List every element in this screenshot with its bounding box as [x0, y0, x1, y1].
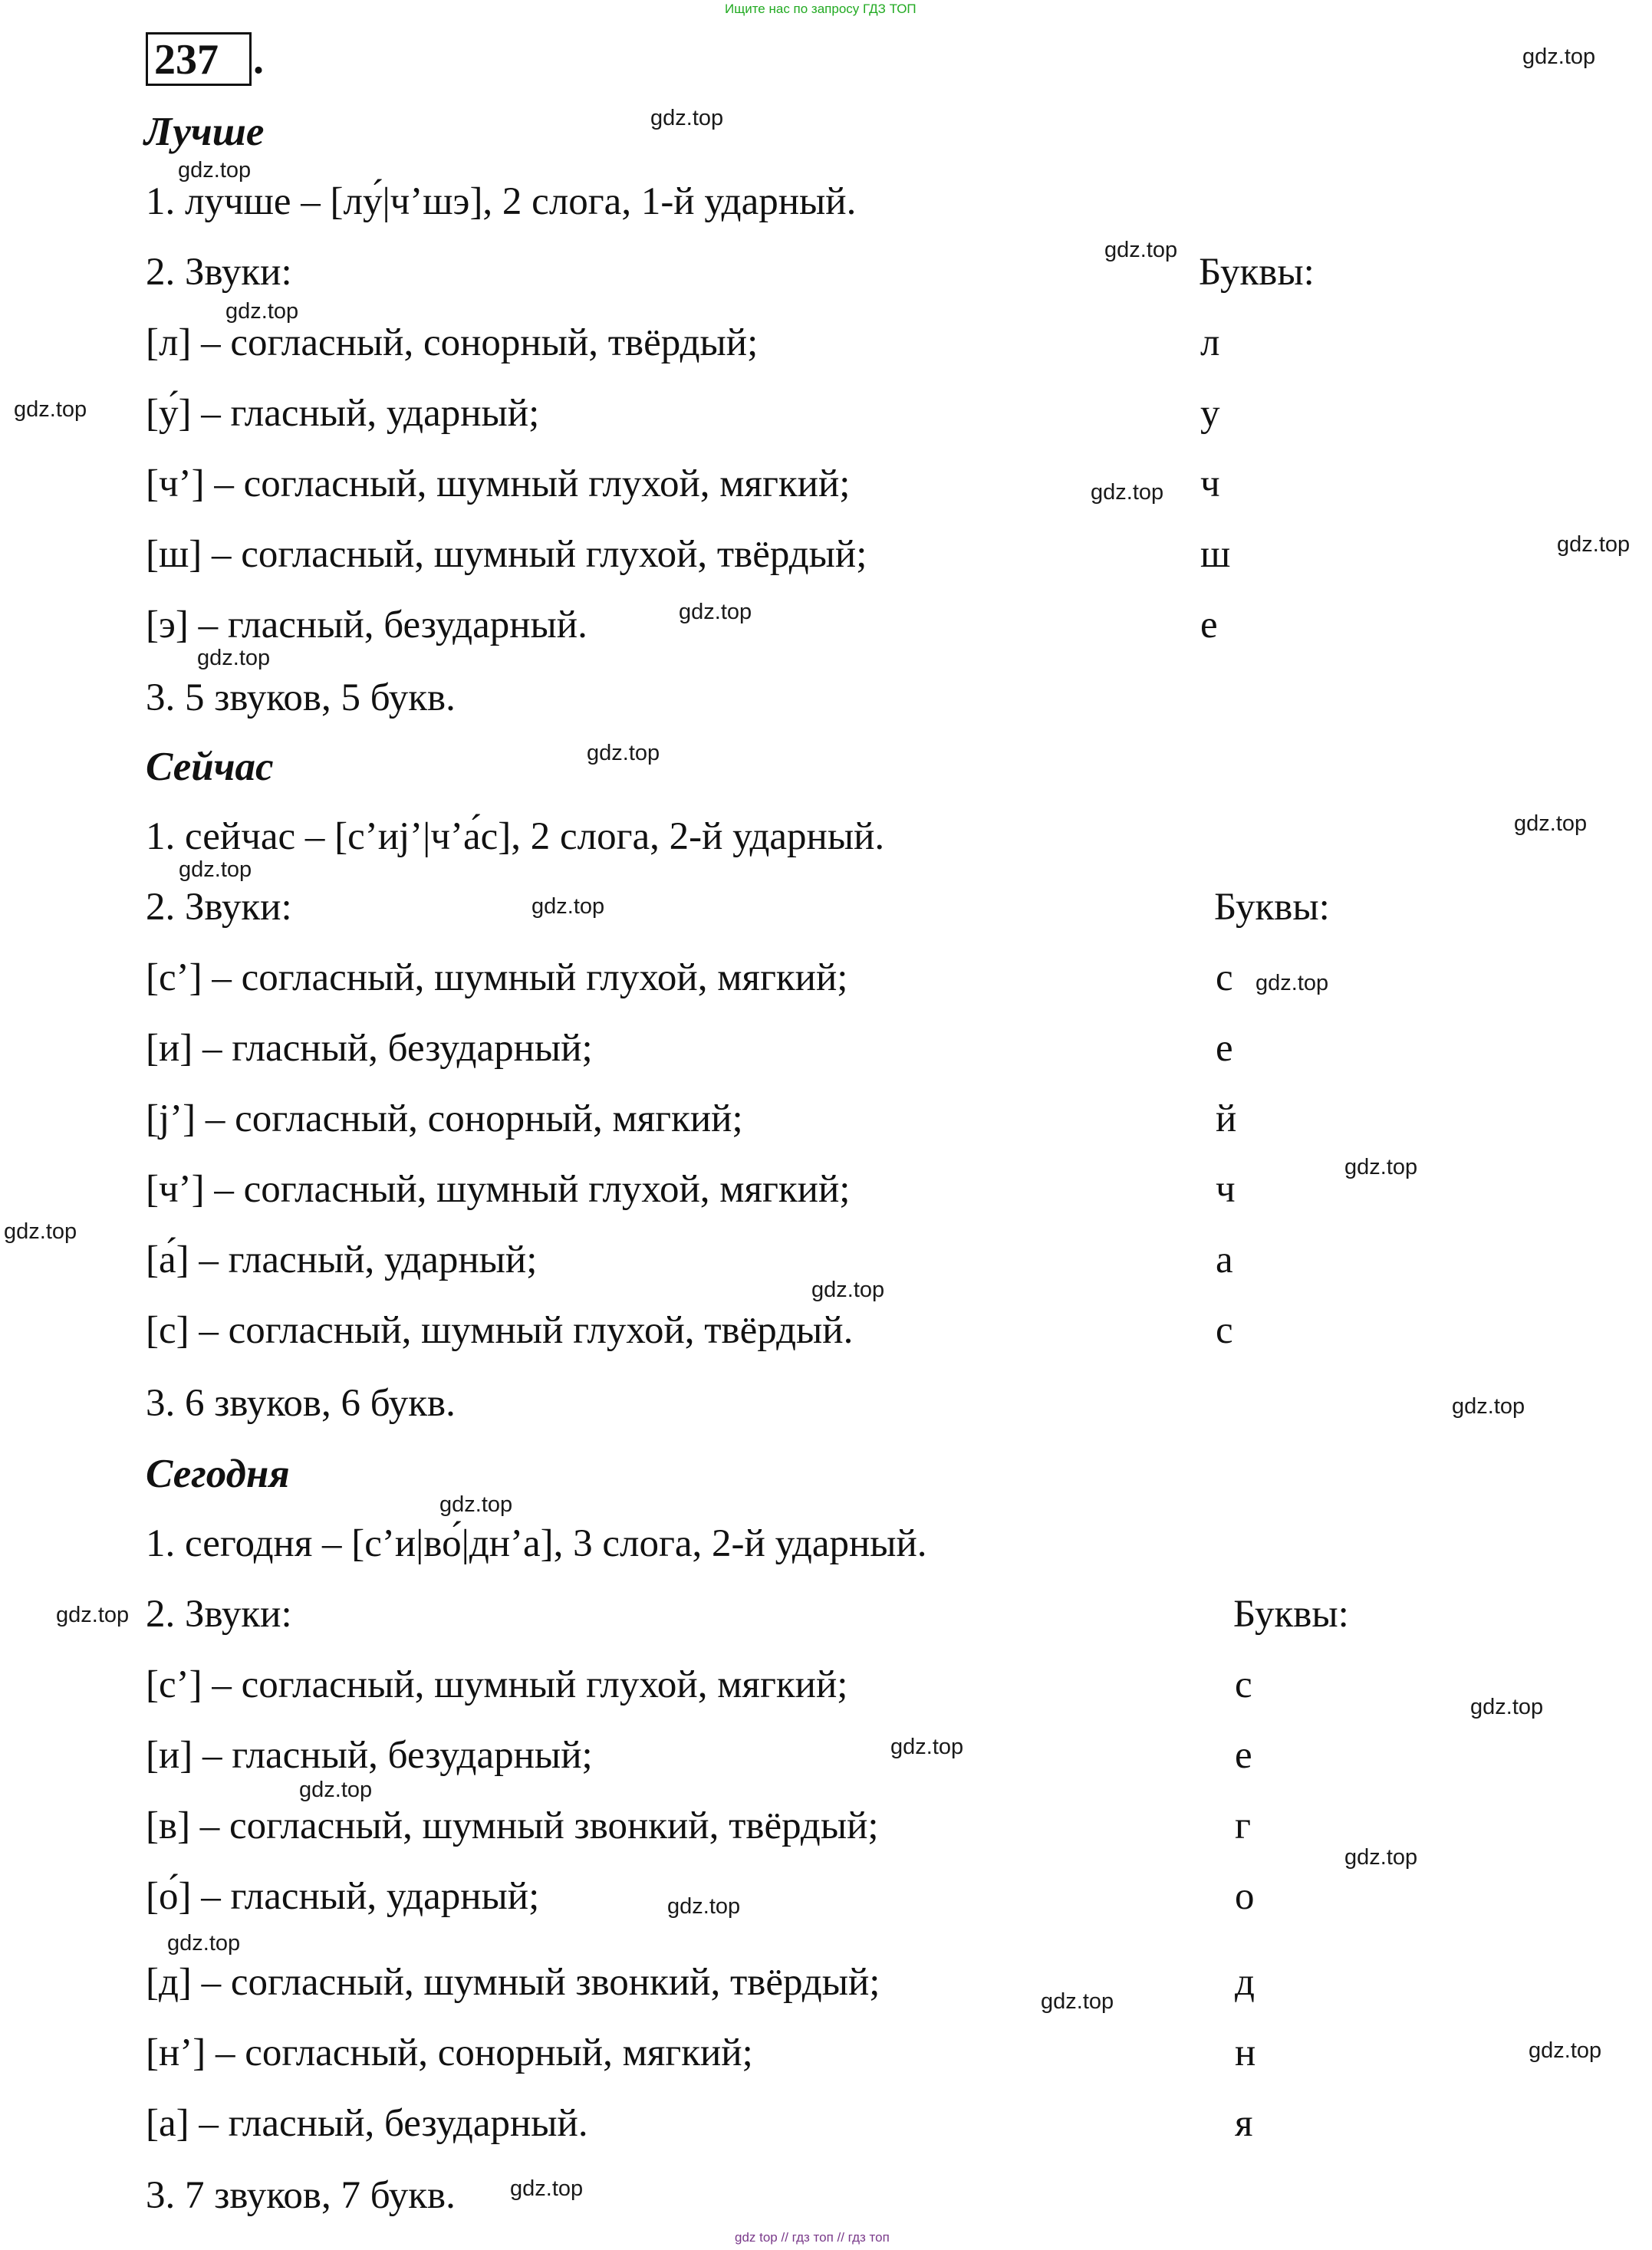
letter-cell: ч — [1200, 462, 1220, 505]
letter-cell: л — [1200, 321, 1220, 364]
watermark: gdz.top — [178, 158, 252, 183]
sound-row: [с’] – согласный, шумный глухой, мягкий; — [146, 956, 848, 999]
sound-row: [и] – гласный, безударный; — [146, 1027, 593, 1070]
sound-row: [в] – согласный, шумный звонкий, твёрдый; — [146, 1804, 879, 1847]
sound-row: [с’] – согласный, шумный глухой, мягкий; — [146, 1663, 848, 1706]
letter-cell: е — [1216, 1027, 1233, 1070]
letter-cell: й — [1216, 1097, 1237, 1140]
exercise-number: 237 — [146, 32, 252, 86]
watermark: gdz.top — [14, 397, 87, 422]
watermark: gdz.top — [1514, 811, 1588, 836]
section-heading: Сегодня — [146, 1452, 290, 1496]
watermark: gdz.top — [439, 1492, 513, 1517]
watermark: gdz.top — [1470, 1695, 1544, 1719]
letter-cell: я — [1235, 2102, 1253, 2145]
letter-cell: у — [1200, 392, 1220, 435]
watermark: gdz.top — [1041, 1989, 1114, 2014]
watermark: gdz.top — [167, 1931, 241, 1956]
watermark: gdz.top — [890, 1735, 964, 1759]
exercise-number-dot: . — [253, 35, 264, 83]
watermark: gdz.top — [650, 106, 724, 130]
sound-row: [ш] – согласный, шумный глухой, твёрдый; — [146, 533, 867, 576]
letter-cell: с — [1216, 1309, 1233, 1352]
watermark: gdz.top — [4, 1219, 77, 1244]
letter-cell: н — [1235, 2031, 1256, 2074]
summary-line: 3. 7 звуков, 7 букв. — [146, 2174, 456, 2217]
top-note: Ищите нас по запросу ГДЗ ТОП — [725, 2, 916, 16]
watermark: gdz.top — [587, 741, 660, 765]
section-heading: Сейчас — [146, 745, 274, 789]
sounds-label: 2. Звуки: — [146, 886, 292, 929]
watermark: gdz.top — [531, 894, 605, 919]
watermark: gdz.top — [1522, 44, 1596, 69]
summary-line: 3. 6 звуков, 6 букв. — [146, 1382, 456, 1425]
sound-row: [и] – гласный, безударный; — [146, 1734, 593, 1777]
watermark: gdz.top — [811, 1278, 885, 1302]
transcription-line: 1. сейчас – [с’иj’|ч’а́с], 2 слога, 2-й ударный. — [146, 815, 885, 858]
sound-row: [л] – согласный, сонорный, твёрдый; — [146, 321, 759, 364]
letter-cell: е — [1200, 604, 1218, 646]
sound-row: [н’] – согласный, сонорный, мягкий; — [146, 2031, 753, 2074]
letter-cell: г — [1235, 1804, 1251, 1847]
sounds-label: 2. Звуки: — [146, 1593, 292, 1636]
letters-label: Буквы: — [1199, 251, 1315, 294]
letter-cell: с — [1216, 956, 1233, 999]
watermark: gdz.top — [1452, 1394, 1525, 1419]
sound-row: [с] – согласный, шумный глухой, твёрдый. — [146, 1309, 854, 1352]
sound-row: [э] – гласный, безударный. — [146, 604, 587, 646]
sound-row: [j’] – согласный, сонорный, мягкий; — [146, 1097, 743, 1140]
watermark: gdz.top — [679, 600, 752, 624]
sound-row: [а́] – гласный, ударный; — [146, 1238, 538, 1281]
letter-cell: е — [1235, 1734, 1252, 1777]
letter-cell: ч — [1216, 1168, 1236, 1211]
bottom-note: gdz top // гдз топ // гдз топ — [735, 2230, 890, 2245]
letter-cell: а — [1216, 1238, 1233, 1281]
letter-cell: ш — [1200, 533, 1231, 576]
watermark: gdz.top — [1529, 2038, 1602, 2063]
letter-cell: о — [1235, 1875, 1255, 1918]
watermark: gdz.top — [225, 299, 299, 324]
letters-label: Буквы: — [1214, 886, 1330, 929]
watermark: gdz.top — [1344, 1155, 1418, 1179]
sounds-label: 2. Звуки: — [146, 251, 292, 294]
watermark: gdz.top — [299, 1778, 373, 1802]
section-heading: Лучше — [144, 110, 265, 154]
sound-row: [о́] – гласный, ударный; — [146, 1875, 540, 1918]
sound-row: [ч’] – согласный, шумный глухой, мягкий; — [146, 462, 851, 505]
watermark: gdz.top — [1255, 971, 1329, 995]
watermark: gdz.top — [667, 1894, 741, 1919]
transcription-line: 1. сегодня – [с’и|во́|дн’а], 3 слога, 2-й ударный. — [146, 1522, 927, 1565]
letters-label: Буквы: — [1233, 1593, 1349, 1636]
summary-line: 3. 5 звуков, 5 букв. — [146, 676, 456, 719]
watermark: gdz.top — [1344, 1845, 1418, 1870]
letter-cell: д — [1235, 1961, 1255, 2004]
watermark: gdz.top — [1091, 480, 1164, 505]
watermark: gdz.top — [510, 2176, 584, 2201]
watermark: gdz.top — [1104, 238, 1178, 262]
sound-row: [ч’] – согласный, шумный глухой, мягкий; — [146, 1168, 851, 1211]
sound-row: [д] – согласный, шумный звонкий, твёрдый; — [146, 1961, 880, 2004]
sound-row: [у́] – гласный, ударный; — [146, 392, 540, 435]
watermark: gdz.top — [1557, 532, 1631, 557]
sound-row: [а] – гласный, безударный. — [146, 2102, 588, 2145]
watermark: gdz.top — [197, 646, 271, 670]
watermark: gdz.top — [179, 857, 252, 882]
watermark: gdz.top — [56, 1603, 130, 1627]
transcription-line: 1. лучше – [лу́|ч’шэ], 2 слога, 1-й ударный. — [146, 180, 857, 223]
letter-cell: с — [1235, 1663, 1252, 1706]
